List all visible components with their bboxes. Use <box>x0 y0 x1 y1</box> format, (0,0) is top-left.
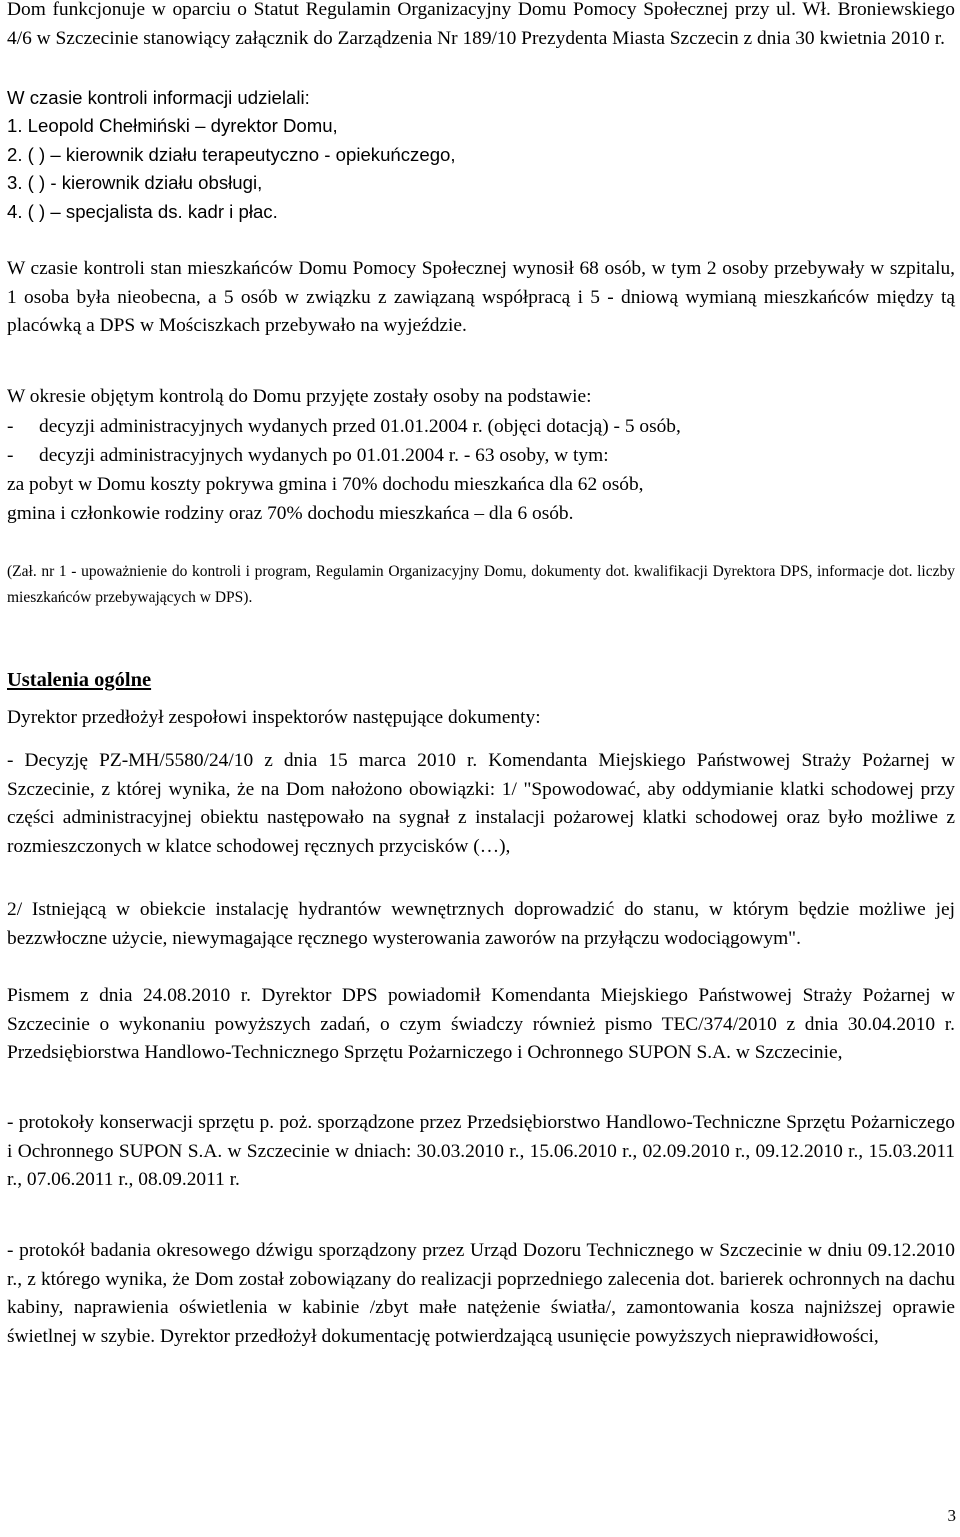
page-number: 3 <box>947 1506 956 1525</box>
admission-item-text: decyzji administracyjnych wydanych przed 01.01.2004 r. (objęci dotacją) - 5 osób, <box>39 416 681 437</box>
letter-paragraph: Pismem z dnia 24.08.2010 r. Dyrektor DPS powiadomił Komendanta Miejskiego Państwowej Straży Pożarnej w Szczecinie o wykonaniu powyższych zadań, o czym świadczy również pismo TEC/374/2010 z dnia 30.04.2010 r. Przedsiębiorstwa Handlowo-Technicznego Sprzętu Pożarniczego i Ochronnego SUPON S.A. w Szczecinie, <box>7 985 955 1063</box>
admissions-list <box>7 412 955 528</box>
informants-label: W czasie kontroli informacji udzielali: <box>7 87 310 108</box>
dash-marker: - <box>7 445 14 466</box>
residents-paragraph: W czasie kontroli stan mieszkańców Domu Pomocy Społecznej wynosił 68 osób, w tym 2 osoby przebywały w szpitalu, 1 osoba była nieobecna, a 5 osób w związku z zawiązaną współpracą i 5 - dniową wymianą mieszkańców między tą placówką a DPS w Mościszkach przebywało na wyjeździe. <box>7 258 955 336</box>
documents-intro: Dyrektor przedłożył zespołowi inspektorów następujące dokumenty: <box>7 707 541 728</box>
admission-item <box>7 412 955 441</box>
section-heading: Ustalenia ogólne <box>7 669 152 691</box>
admission-cost-line: za pobyt w Domu koszty pokrywa gmina i 70% dochodu mieszkańca dla 62 osób, <box>7 474 644 495</box>
admissions-intro: W okresie objętym kontrolą do Domu przyjęte zostały osoby na podstawie: <box>7 386 592 407</box>
informant-item: 2. ( ) – kierownik działu terapeutyczno - opiekuńczego, <box>7 143 456 165</box>
dash-marker: - <box>7 416 14 437</box>
informant-item: 3. ( ) - kierownik działu obsługi, <box>7 172 263 193</box>
attachment-note: (Zał. nr 1 - upoważnienie do kontroli i program, Regulamin Organizacyjny Domu, dokumenty dot. kwalifikacji Dyrektora DPS, informacje dot. liczby mieszkańców przebywających w DPS). <box>7 563 955 606</box>
admission-item <box>7 441 955 470</box>
admission-cost-line: gmina i członkowie rodziny oraz 70% dochodu mieszkańca – dla 6 osób. <box>7 503 574 524</box>
elevator-paragraph: - protokół badania okresowego dźwigu sporządzony przez Urząd Dozoru Technicznego w Szczecinie w dniu 09.12.2010 r., z którego wynika, że Dom został zobowiązany do realizacji poprzedniego zalecenia dot. barierek ochronnych na dachu kabiny, naprawienia oświetlenia w kabinie /zbyt małe natężenie światła/, zamontowania kosza najniższej oprawie świetlnej w szybie. Dyrektor przedłożył dokumentację potwierdzającą usunięcie powyższych nieprawidłowości, <box>7 1240 955 1347</box>
protocols-paragraph: - protokoły konserwacji sprzętu p. poż. sporządzone przez Przedsiębiorstwo Handlowo-Techniczne Sprzętu Pożarniczego i Ochronnego SUPON S.A. w Szczecinie w dniach: 30.03.2010 r., 15.06.2010 r., 02.09.2010 r., 09.12.2010 r., 15.03.2011 r., 07.06.2011 r., 08.09.2011 r. <box>7 1112 955 1190</box>
intro-paragraph: Dom funkcjonuje w oparciu o Statut Regulamin Organizacyjny Domu Pomocy Społecznej przy ul. Wł. Broniewskiego 4/6 w Szczecinie stanowiący załącznik do Zarządzenia Nr 189/10 Prezydenta Miasta Szczecin z dnia 30 kwietnia 2010 r. <box>7 0 955 49</box>
admission-item-text: decyzji administracyjnych wydanych po 01.01.2004 r. - 63 osoby, w tym: <box>39 445 609 466</box>
informant-item: 1. Leopold Chełmiński – dyrektor Domu, <box>7 115 338 136</box>
decision-paragraph: - Decyzję PZ-MH/5580/24/10 z dnia 15 marca 2010 r. Komendanta Miejskiego Państwowej Straży Pożarnej w Szczecinie, z której wynika, że na Dom nałożono obowiązki: 1/ "Spowodować, aby oddymianie klatki schodowej przy części administracyjnej obiektu następowało na sygnał z instalacji pożarowej klatki schodowej oraz było możliwe z rozmieszczonych w klatce schodowej ręcznych przycisków (…), <box>7 750 955 857</box>
informants-list <box>7 112 456 226</box>
informant-item: 4. ( ) – specjalista ds. kadr i płac. <box>7 200 278 222</box>
hydrant-paragraph: 2/ Istniejącą w obiekcie instalację hydrantów wewnętrznych doprowadzić do stanu, w którym będzie możliwe jej bezzwłoczne użycie, niewymagające ręcznego wysterowania zaworów na przyłączu wodociągowym". <box>7 899 955 949</box>
